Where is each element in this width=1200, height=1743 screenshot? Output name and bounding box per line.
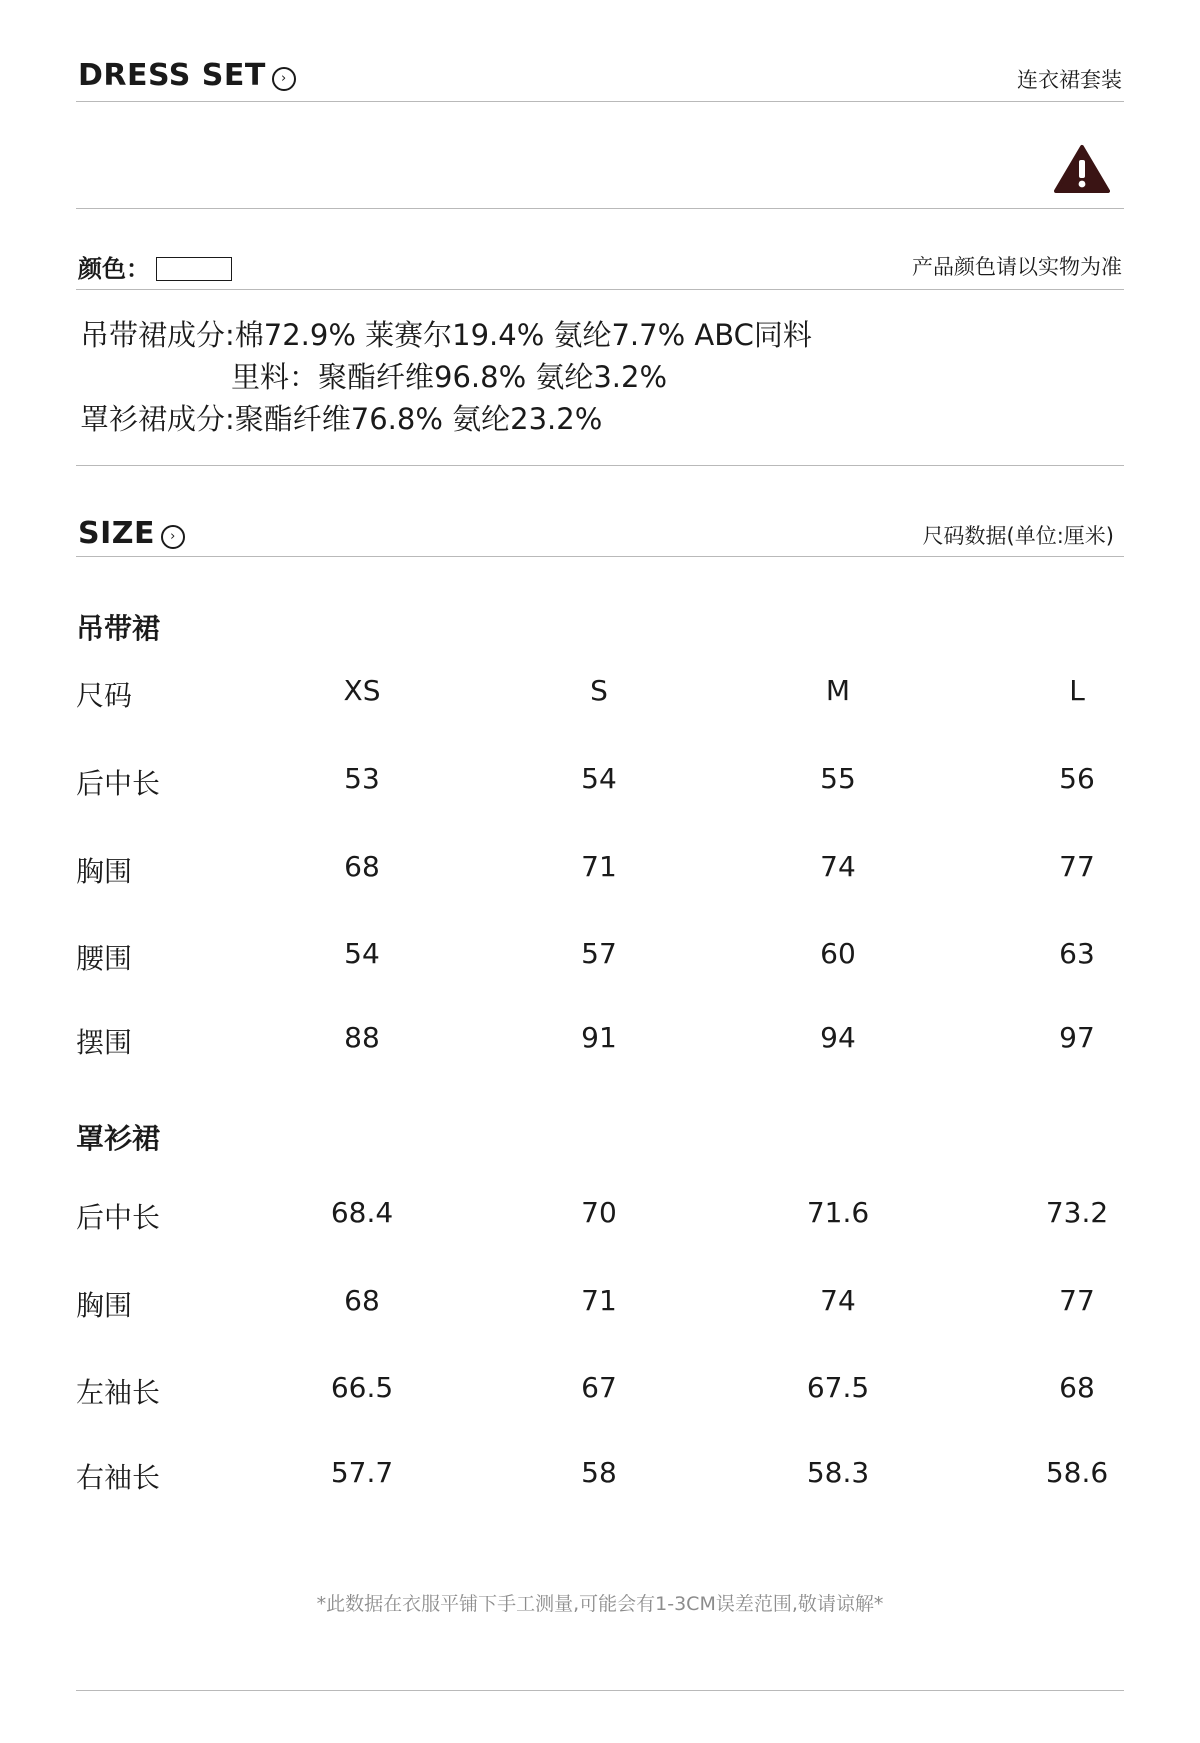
cell: 56 xyxy=(1059,762,1095,795)
table1-title: 吊带裙 xyxy=(76,612,161,645)
size-unit-note: 尺码数据(单位:厘米) xyxy=(922,524,1114,548)
row-label: 摆围 xyxy=(76,1026,133,1059)
cell: 58.3 xyxy=(806,1456,870,1489)
divider xyxy=(76,1690,1124,1691)
row-label: 胸围 xyxy=(76,855,133,888)
size-s: S xyxy=(590,674,608,707)
table1-header-row xyxy=(0,674,1200,714)
table-row xyxy=(0,1021,1200,1061)
size-title xyxy=(78,516,185,551)
row-label: 右袖长 xyxy=(76,1461,161,1494)
composition-value-3: 聚酯纤维76.8% 氨纶23.2% xyxy=(234,402,603,436)
divider xyxy=(76,289,1124,290)
row-label: 胸围 xyxy=(76,1289,133,1322)
cell: 74 xyxy=(820,1284,856,1317)
cell: 74 xyxy=(820,850,856,883)
table-row xyxy=(0,1196,1200,1236)
title-text: DRESS SET xyxy=(78,58,266,93)
cell: 77 xyxy=(1059,1284,1095,1317)
cell: 57.7 xyxy=(330,1456,394,1489)
cell: 57 xyxy=(581,937,617,970)
size-m: M xyxy=(825,674,851,707)
cell: 71.6 xyxy=(806,1196,870,1229)
cell: 66.5 xyxy=(330,1371,394,1404)
divider xyxy=(76,101,1124,102)
cell: 63 xyxy=(1059,937,1095,970)
cell: 58.6 xyxy=(1045,1456,1109,1489)
divider xyxy=(76,556,1124,557)
cell: 97 xyxy=(1059,1021,1095,1054)
size-title-text: SIZE xyxy=(78,516,156,551)
cell: 68 xyxy=(344,1284,380,1317)
table-row xyxy=(0,937,1200,977)
footnote: *此数据在衣服平铺下手工测量,可能会有1-3CM误差范围,敬请谅解* xyxy=(316,1593,884,1615)
table-row xyxy=(0,762,1200,802)
table-row xyxy=(0,850,1200,890)
composition-line-2 xyxy=(231,356,667,398)
color-note: 产品颜色请以实物为准 xyxy=(912,255,1122,279)
cell: 54 xyxy=(344,937,380,970)
page-subtitle: 连衣裙套装 xyxy=(1017,68,1122,92)
table-row xyxy=(0,1284,1200,1324)
row-label: 左袖长 xyxy=(76,1376,161,1409)
chevron-right-circle-icon: › xyxy=(161,525,185,549)
warning-triangle-icon xyxy=(1054,144,1110,198)
size-l: L xyxy=(1069,674,1085,707)
cell: 67 xyxy=(581,1371,617,1404)
cell: 77 xyxy=(1059,850,1095,883)
composition-label-3: 罩衫裙成分: xyxy=(80,402,235,436)
cell: 53 xyxy=(344,762,380,795)
table-row xyxy=(0,1371,1200,1411)
composition-label-1: 吊带裙成分: xyxy=(80,318,235,352)
composition-label-2: 里料： xyxy=(231,360,319,394)
composition-line-3 xyxy=(80,398,602,440)
row-label: 尺码 xyxy=(76,679,133,712)
color-swatch xyxy=(156,257,232,281)
composition-line-1 xyxy=(80,314,812,356)
cell: 60 xyxy=(820,937,856,970)
cell: 73.2 xyxy=(1045,1196,1109,1229)
page-title xyxy=(78,58,296,93)
cell: 58 xyxy=(581,1456,617,1489)
color-label-text: 颜色： xyxy=(78,255,150,283)
cell: 68 xyxy=(1059,1371,1095,1404)
cell: 88 xyxy=(344,1021,380,1054)
cell: 71 xyxy=(581,1284,617,1317)
chevron-right-circle-icon: › xyxy=(272,67,296,91)
row-label: 后中长 xyxy=(76,767,161,800)
size-xs: XS xyxy=(343,674,381,707)
cell: 94 xyxy=(820,1021,856,1054)
cell: 68.4 xyxy=(330,1196,394,1229)
cell: 54 xyxy=(581,762,617,795)
composition-value-1: 棉72.9% 莱赛尔19.4% 氨纶7.7% ABC同料 xyxy=(234,318,812,352)
cell: 71 xyxy=(581,850,617,883)
divider xyxy=(76,208,1124,209)
composition-value-2: 聚酯纤维96.8% 氨纶3.2% xyxy=(318,360,668,394)
cell: 91 xyxy=(581,1021,617,1054)
divider xyxy=(76,465,1124,466)
table2-title: 罩衫裙 xyxy=(76,1122,161,1155)
cell: 68 xyxy=(344,850,380,883)
cell: 67.5 xyxy=(806,1371,870,1404)
table-row xyxy=(0,1456,1200,1496)
cell: 70 xyxy=(581,1196,617,1229)
cell: 55 xyxy=(820,762,856,795)
row-label: 后中长 xyxy=(76,1201,161,1234)
color-label xyxy=(78,249,232,284)
row-label: 腰围 xyxy=(76,942,133,975)
